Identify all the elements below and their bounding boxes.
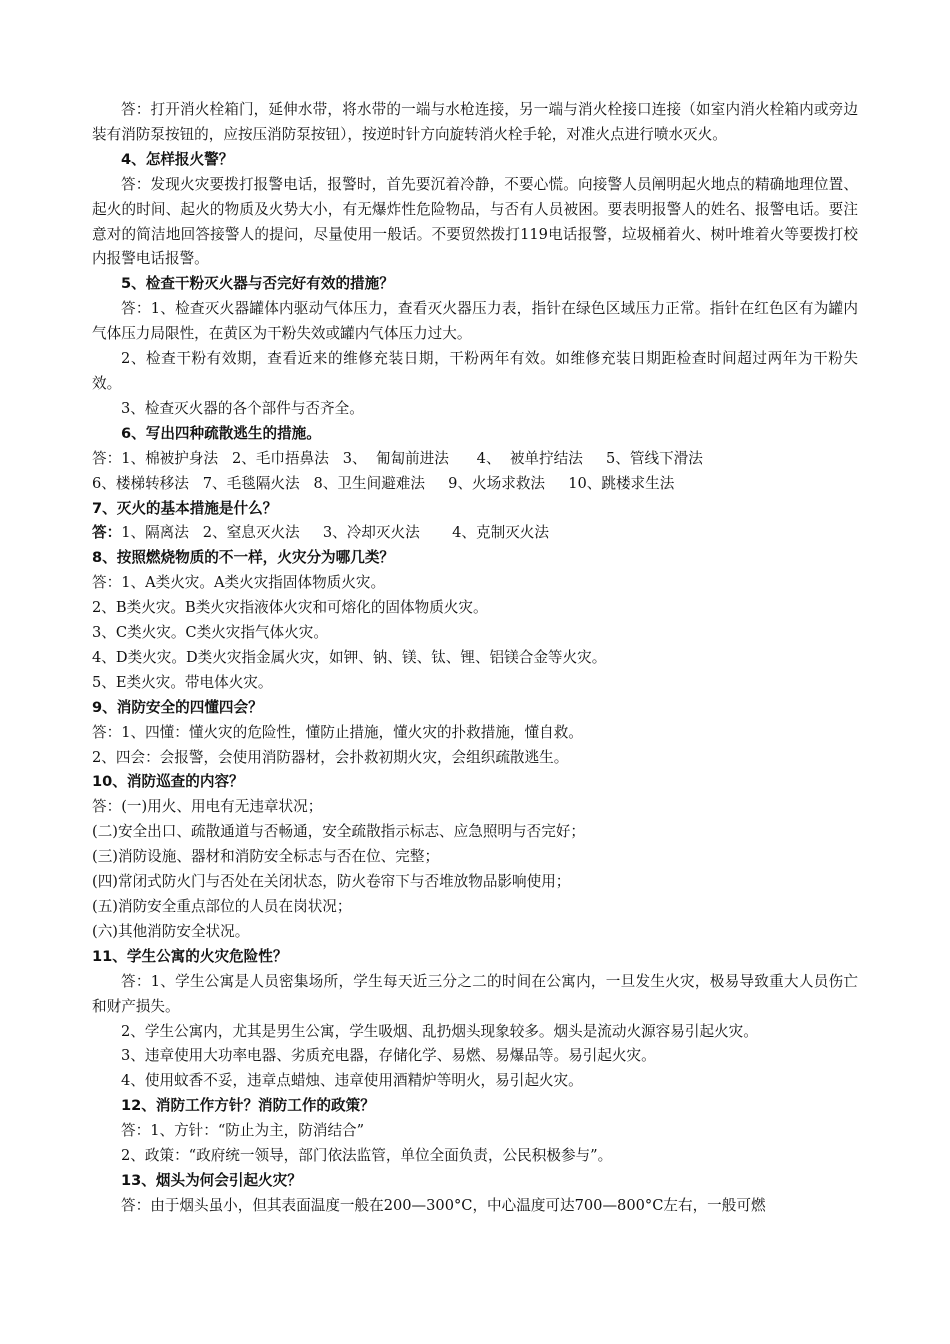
answer-paragraph: 答：发现火灾要拨打报警电话，报警时，首先要沉着冷静，不要心慌。向接警人员阐明起火地点的精确地理位置、起火的时间、起火的物质及火势大小，有无爆炸性危险物品，与否有人员被困。要表明报警人的姓名、报警电话。要注意对的简洁地回答接警人的提问，尽量使用一般话。不要贸然拨打119电话报警，垃圾桶着火、树叶堆着火等要拨打校内报警电话报警。: [92, 175, 858, 268]
answer-paragraph: 6、楼梯转移法 7、毛毯隔火法 8、卫生间避难法 9、火场求救法 10、跳楼求生法: [92, 474, 675, 492]
question-heading: 6、写出四种疏散逃生的措施。: [121, 424, 321, 442]
answer-paragraph: 答：1、四懂：懂火灾的危险性，懂防止措施，懂火灾的扑救措施，懂自救。: [92, 723, 583, 741]
question-heading: 8、按照燃烧物质的不一样，火灾分为哪几类？: [92, 549, 395, 567]
answer-paragraph: 答：由于烟头虽小，但其表面温度一般在200—300°C，中心温度可达700—800°C左右，一般可燃: [121, 1196, 766, 1214]
answer-paragraph: 答：打开消火栓箱门，延伸水带，将水带的一端与水枪连接，另一端与消火栓接口连接（如室内消火栓箱内或旁边装有消防泵按钮的，应按压消防泵按钮），按逆时针方向旋转消火栓手轮，对准火点进行喷水灭火。: [92, 101, 858, 143]
answer-paragraph: 答：1、A类火灾。A类火灾指固体物质火灾。: [92, 574, 386, 592]
answer-text: 1、隔离法 2、窒息灭火法 3、冷却灭火法 4、克制灭火法: [121, 524, 549, 542]
answer-paragraph: (二)安全出口、疏散通道与否畅通，安全疏散指示标志、应急照明与否完好；: [92, 823, 585, 841]
answer-paragraph: 4、D类火灾。D类火灾指金属火灾，如钾、钠、镁、钛、锂、铝镁合金等火灾。: [92, 648, 607, 666]
answer-paragraph: 3、C类火灾。C类火灾指气体火灾。: [92, 624, 328, 642]
question-heading: 11、学生公寓的火灾危险性？: [92, 947, 288, 965]
answer-prefix: 答：: [92, 524, 122, 542]
question-heading: 13、烟头为何会引起火灾？: [121, 1171, 302, 1189]
answer-paragraph: 答：1、检查灭火器罐体内驱动气体压力，查看灭火器压力表，指针在绿色区域压力正常。指针在红色区有为罐内气体压力局限性，在黄区为干粉失效或罐内气体压力过大。: [92, 300, 858, 343]
question-heading: 10、消防巡查的内容？: [92, 773, 244, 791]
question-heading: 9、消防安全的四懂四会？: [92, 698, 263, 716]
answer-paragraph: 5、E类火灾。带电体火灾。: [92, 673, 273, 691]
answer-paragraph: 答：(一)用火、用电有无违章状况；: [92, 798, 323, 816]
answer-paragraph: [92, 521, 858, 546]
answer-paragraph: 答：1、学生公寓是人员密集场所，学生每天近三分之二的时间在公寓内，一旦发生火灾，极易导致重大人员伤亡和财产损失。: [92, 972, 858, 1015]
answer-paragraph: 答：1、棉被护身法 2、毛巾捂鼻法 3、 匍匐前进法 4、 被单拧结法 5、管线下滑法: [92, 449, 703, 467]
answer-paragraph: 2、检查干粉有效期，查看近来的维修充装日期，干粉两年有效。如维修充装日期距检查时间超过两年为干粉失效。: [92, 350, 858, 392]
answer-paragraph: 答：1、方针：“防止为主，防消结合”: [121, 1122, 365, 1140]
answer-paragraph: (三)消防设施、器材和消防安全标志与否在位、完整；: [92, 848, 440, 866]
answer-paragraph: (四)常闭式防火门与否处在关闭状态，防火卷帘下与否堆放物品影响使用；: [92, 873, 571, 891]
answer-paragraph: 4、使用蚊香不妥，违章点蜡烛、违章使用酒精炉等明火，易引起火灾。: [121, 1072, 583, 1090]
answer-paragraph: 2、政策：“政府统一领导，部门依法监管，单位全面负责，公民积极参与”。: [121, 1147, 613, 1165]
question-heading: 5、检查干粉灭火器与否完好有效的措施？: [121, 275, 394, 293]
answer-paragraph: 2、学生公寓内，尤其是男生公寓，学生吸烟、乱扔烟头现象较多。烟头是流动火源容易引起火灾。: [121, 1022, 758, 1040]
question-heading: 7、灭火的基本措施是什么？: [92, 499, 278, 517]
answer-paragraph: 2、四会：会报警，会使用消防器材，会扑救初期火灾，会组织疏散逃生。: [92, 748, 569, 766]
answer-paragraph: 3、违章使用大功率电器、劣质充电器，存储化学、易燃、易爆品等。易引起火灾。: [121, 1047, 656, 1065]
answer-paragraph: (六)其他消防安全状况。: [92, 922, 250, 940]
answer-paragraph: (五)消防安全重点部位的人员在岗状况；: [92, 898, 352, 915]
question-heading: 4、怎样报火警？: [121, 150, 234, 168]
answer-paragraph: 3、检查灭火器的各个部件与否齐全。: [121, 399, 364, 417]
answer-paragraph: 2、B类火灾。B类火灾指液体火灾和可熔化的固体物质火灾。: [92, 599, 488, 617]
question-heading: 12、消防工作方针？消防工作的政策？: [121, 1097, 375, 1115]
document-page: [92, 98, 858, 1219]
